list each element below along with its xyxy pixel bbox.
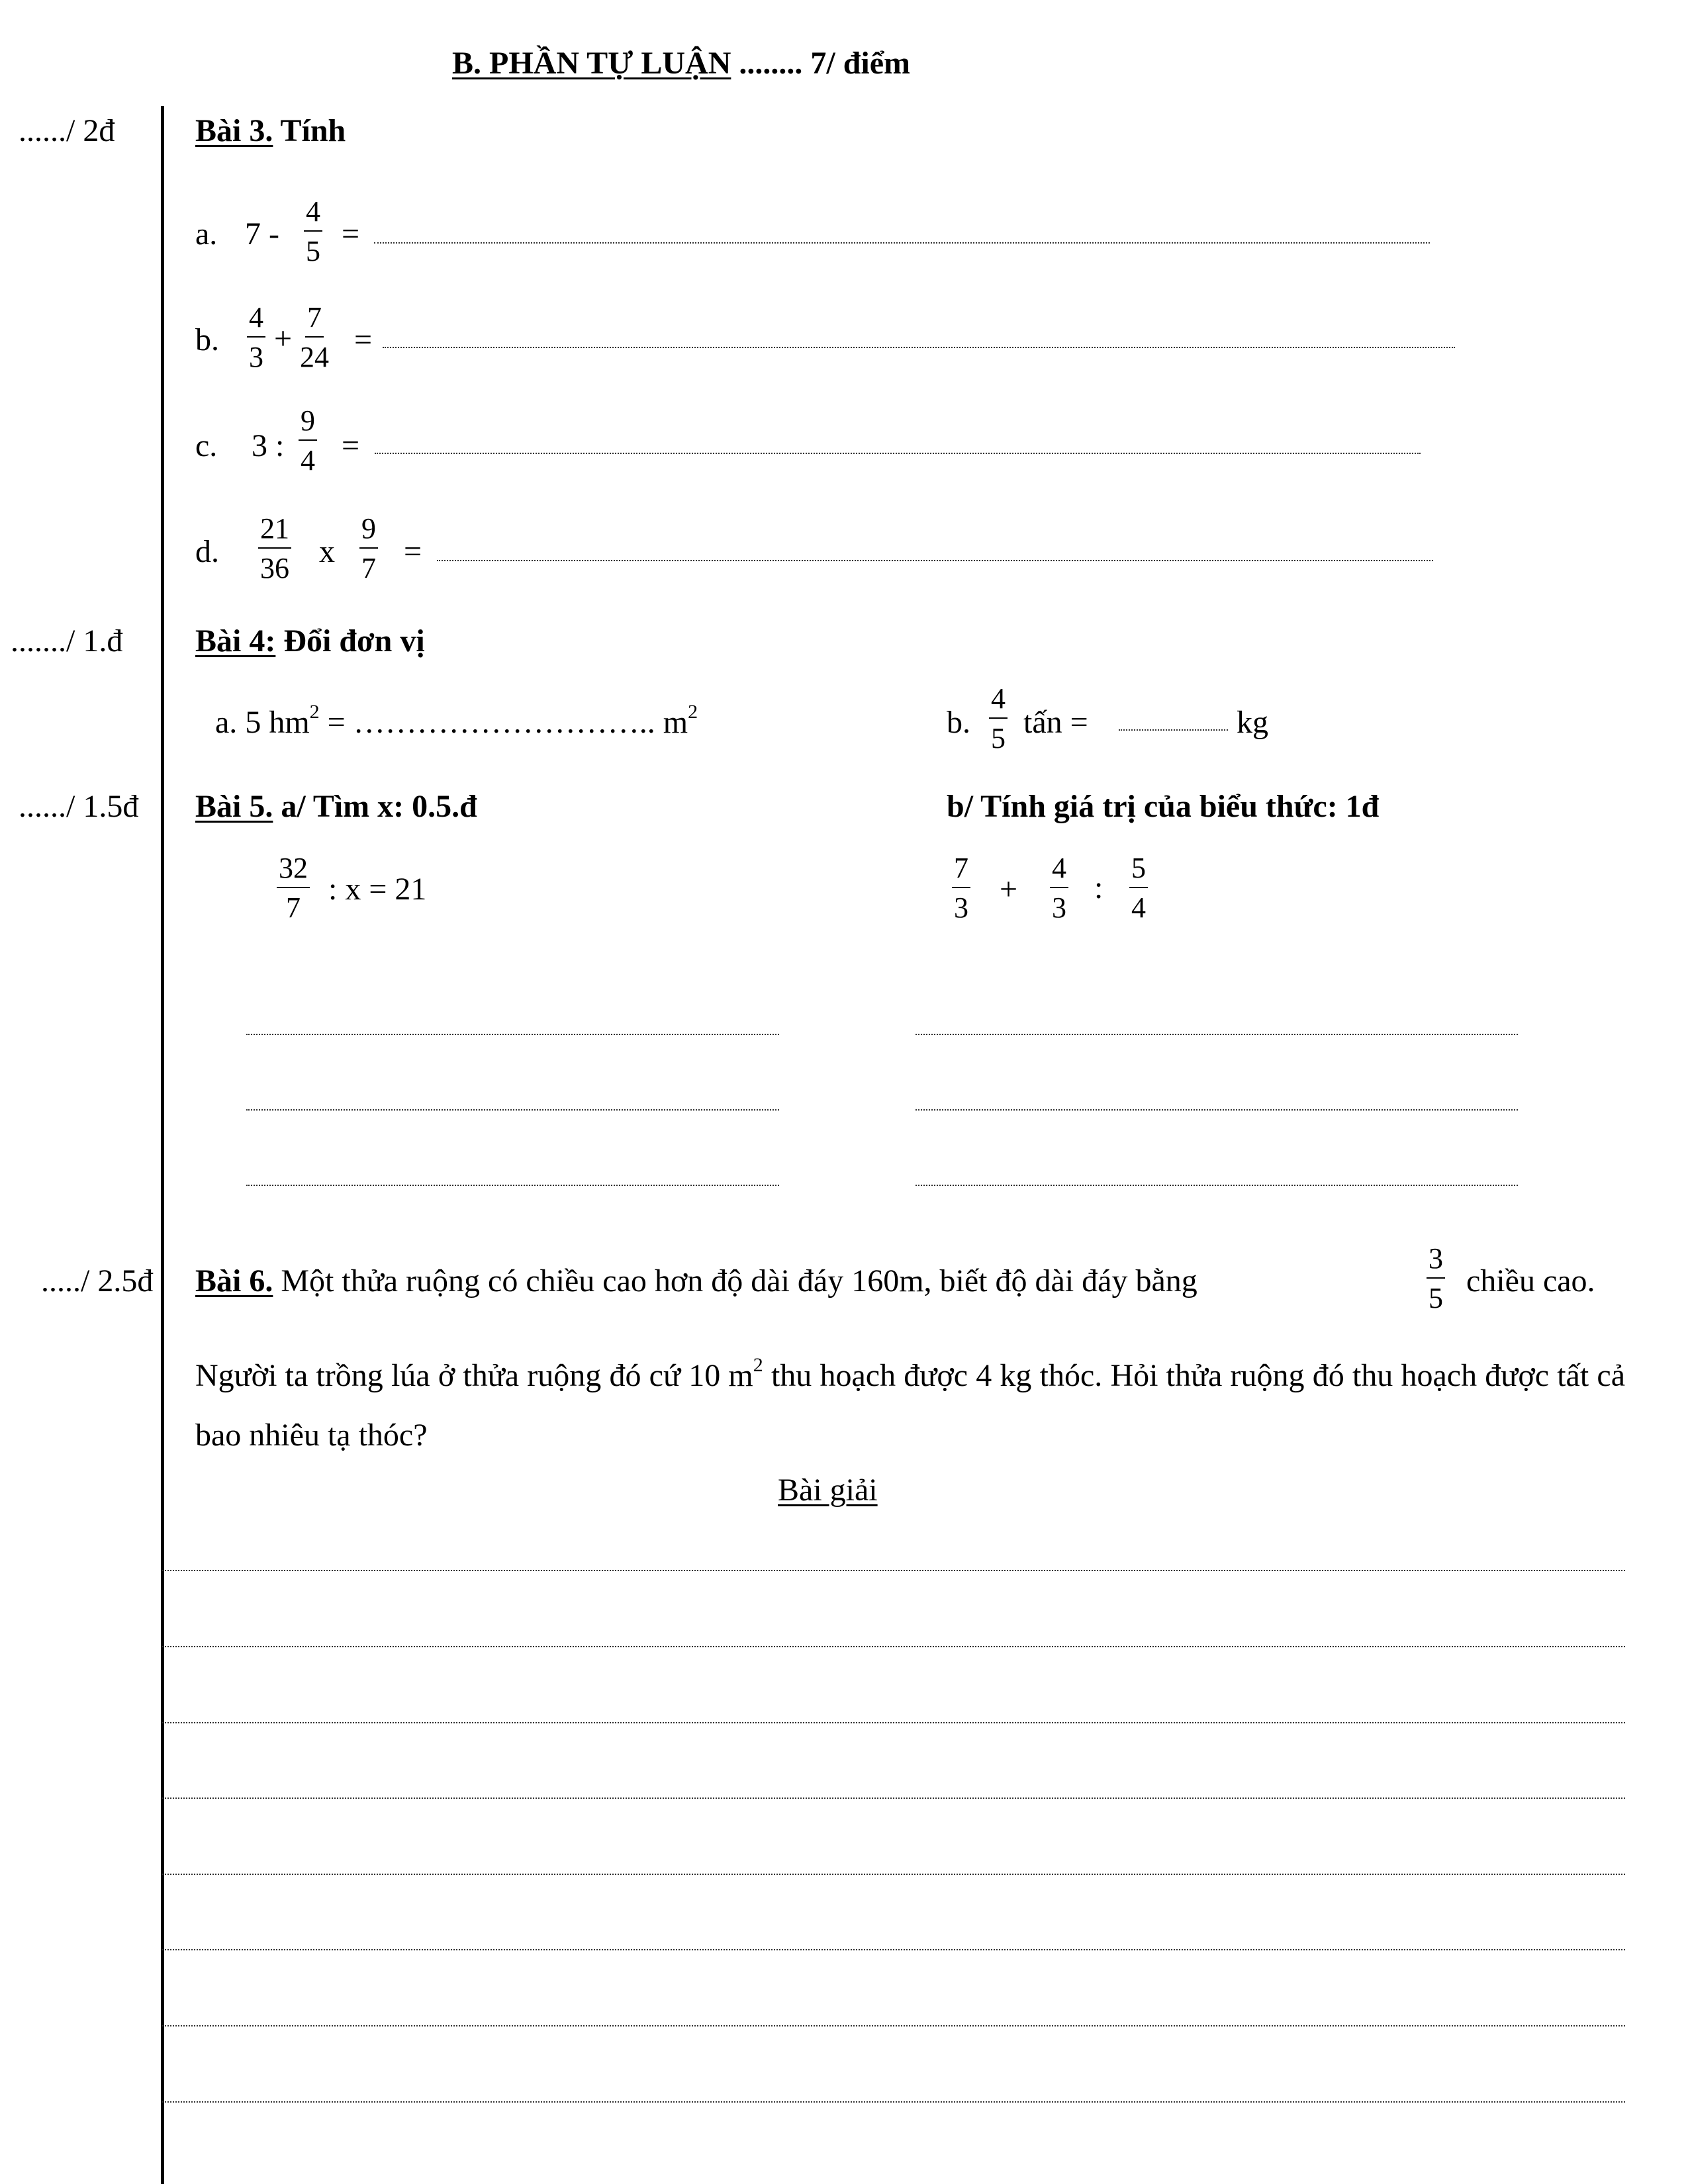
bai6-den: 5 <box>1429 1282 1443 1314</box>
bai4b-fraction <box>989 684 1008 753</box>
bai6-fraction <box>1427 1244 1445 1313</box>
bai5-heading <box>195 791 477 823</box>
section-points: ........ 7/ điểm <box>739 46 911 81</box>
bai3b-operator: + <box>274 321 293 356</box>
solution-line-7[interactable] <box>162 2025 1625 2026</box>
bai3-title-rest: Tính <box>273 113 346 148</box>
bai4a-unit: m <box>663 705 688 740</box>
bai3d-answer-line[interactable] <box>437 560 1433 561</box>
bai5-part-a: a/ Tìm x: 0.5.đ <box>273 789 477 824</box>
bai3a-eq: = <box>342 216 360 251</box>
solution-line-5[interactable] <box>162 1874 1625 1875</box>
bai6-paragraph <box>195 1346 1625 1465</box>
bai3b-eq: = <box>354 322 373 357</box>
bai3b-den-2: 24 <box>300 341 329 373</box>
bai3c-num: 9 <box>299 406 317 441</box>
bai6-num: 3 <box>1427 1244 1445 1279</box>
bai3b-fraction-1 <box>247 303 265 372</box>
solution-line-3[interactable] <box>162 1722 1625 1723</box>
solution-line-4[interactable] <box>162 1797 1625 1799</box>
bai3a-answer-line[interactable] <box>374 242 1430 244</box>
bai5a-work-line-2[interactable] <box>246 1109 779 1111</box>
bai3c-eq: = <box>342 428 360 463</box>
section-title: B. PHẦN TỰ LUẬN <box>452 46 731 81</box>
bai3d-eq: = <box>404 534 422 569</box>
bai3d-operator: x <box>319 534 335 569</box>
bai3d-den-1: 36 <box>260 552 289 584</box>
bai3d-fraction-1 <box>258 514 291 583</box>
bai3-title: Bài 3. <box>195 113 273 148</box>
bai5a-work-line-1[interactable] <box>246 1034 779 1035</box>
bai3c-answer-line[interactable] <box>375 453 1421 454</box>
bai5b-den-2: 3 <box>1052 891 1066 924</box>
bai3-heading <box>195 115 346 147</box>
bai4a-unit-exp: 2 <box>688 701 698 723</box>
bai3b-den-1: 3 <box>249 341 263 373</box>
bai6-line1 <box>195 1265 1197 1297</box>
solution-line-2[interactable] <box>162 1646 1625 1647</box>
bai4b-unit1: tấn = <box>1023 705 1088 740</box>
bai3d-num-1: 21 <box>258 514 291 549</box>
bai3-score: ....../ 2đ <box>19 113 115 148</box>
bai4b-answer-blank[interactable] <box>1119 729 1228 731</box>
bai4a-exp: 2 <box>309 701 320 723</box>
bai3c-fraction <box>299 406 317 475</box>
bai5a-work-line-3[interactable] <box>246 1185 779 1186</box>
bai5b-work-line-2[interactable] <box>915 1109 1518 1111</box>
bai5b-num-2: 4 <box>1050 854 1068 888</box>
solution-line-1[interactable] <box>162 1570 1625 1571</box>
bai5b-den-3: 4 <box>1131 891 1146 924</box>
bai3b-answer-line[interactable] <box>383 347 1455 348</box>
bai5-score: ....../ 1.5đ <box>19 789 139 824</box>
bai5b-fraction-2 <box>1050 854 1068 923</box>
bai6-exp: 2 <box>753 1354 763 1376</box>
bai3c-lhs: 3 : <box>252 428 285 463</box>
bai5a-num: 32 <box>277 854 310 888</box>
bai5-title: Bài 5. <box>195 789 273 824</box>
bai4a-line <box>215 701 698 740</box>
bai4b-unit2: kg <box>1237 705 1268 740</box>
bai4a-blank[interactable]: ……………………….. <box>353 705 663 740</box>
bai5a-fraction <box>277 854 310 923</box>
bai5b-num-3: 5 <box>1129 854 1148 888</box>
bai4a-lhs: 5 hm <box>245 705 310 740</box>
bai5-part-b: b/ Tính giá trị của biểu thức: 1đ <box>947 789 1380 824</box>
bai3b-fraction-2 <box>300 303 329 372</box>
bai6-solution-heading: Bài giải <box>778 1473 878 1508</box>
bai5b-den-1: 3 <box>954 891 968 924</box>
bai3d-den-2: 7 <box>361 552 376 584</box>
bai3b-num-1: 4 <box>247 303 265 338</box>
bai3b-num-2: 7 <box>305 303 324 338</box>
bai4-title: Bài 4: <box>195 623 276 659</box>
bai4-score: ......./ 1.đ <box>11 623 123 659</box>
bai6-text-1b: chiều cao. <box>1466 1263 1595 1298</box>
bai3c-den: 4 <box>301 444 315 477</box>
bai3a-den: 5 <box>306 235 320 267</box>
bai3c-label: c. <box>195 428 218 463</box>
solution-line-8[interactable] <box>162 2101 1625 2103</box>
bai5a-den: 7 <box>286 891 301 924</box>
bai3a-lhs: 7 - <box>245 216 279 251</box>
section-header <box>452 48 910 79</box>
bai6-score: ...../ 2.5đ <box>41 1263 154 1298</box>
bai6-text-2a: Người ta trồng lúa ở thửa ruộng đó cứ 10 m <box>195 1358 753 1393</box>
bai5b-work-line-3[interactable] <box>915 1185 1518 1186</box>
bai5a-rest: : x = 21 <box>328 872 427 907</box>
bai4a-eq: = <box>319 705 353 740</box>
bai5b-fraction-3 <box>1129 854 1148 923</box>
bai3a-num: 4 <box>304 197 322 232</box>
bai4-title-rest: Đổi đơn vị <box>275 623 425 659</box>
bai5b-fraction-1 <box>952 854 970 923</box>
bai3a-label: a. <box>195 216 218 251</box>
bai4b-den: 5 <box>991 722 1006 754</box>
bai3d-num-2: 9 <box>359 514 378 549</box>
bai3b-label: b. <box>195 322 219 357</box>
bai5b-op1: + <box>1000 872 1018 907</box>
bai5b-work-line-1[interactable] <box>915 1034 1518 1035</box>
bai3d-fraction-2 <box>359 514 378 583</box>
bai3d-label: d. <box>195 534 219 569</box>
bai6-title: Bài 6. <box>195 1263 273 1298</box>
bai5b-num-1: 7 <box>952 854 970 888</box>
bai6-text-2b: thu hoạch được 4 kg thóc. Hỏi thửa ruộng đó thu hoạch được tất cả bao nhiêu tạ thóc? <box>195 1358 1625 1453</box>
bai4b-num: 4 <box>989 684 1008 719</box>
solution-line-6[interactable] <box>162 1949 1625 1950</box>
bai6-text-1a: Một thửa ruộng có chiều cao hơn độ dài đáy 160m, biết độ dài đáy bằng <box>273 1263 1197 1298</box>
bai5b-op2: : <box>1094 870 1103 905</box>
bai3a-fraction <box>304 197 322 266</box>
margin-vertical-line <box>161 106 164 2184</box>
bai4-heading <box>195 625 425 657</box>
bai4b-label: b. <box>947 705 970 740</box>
bai4a-label: a. <box>215 705 238 740</box>
